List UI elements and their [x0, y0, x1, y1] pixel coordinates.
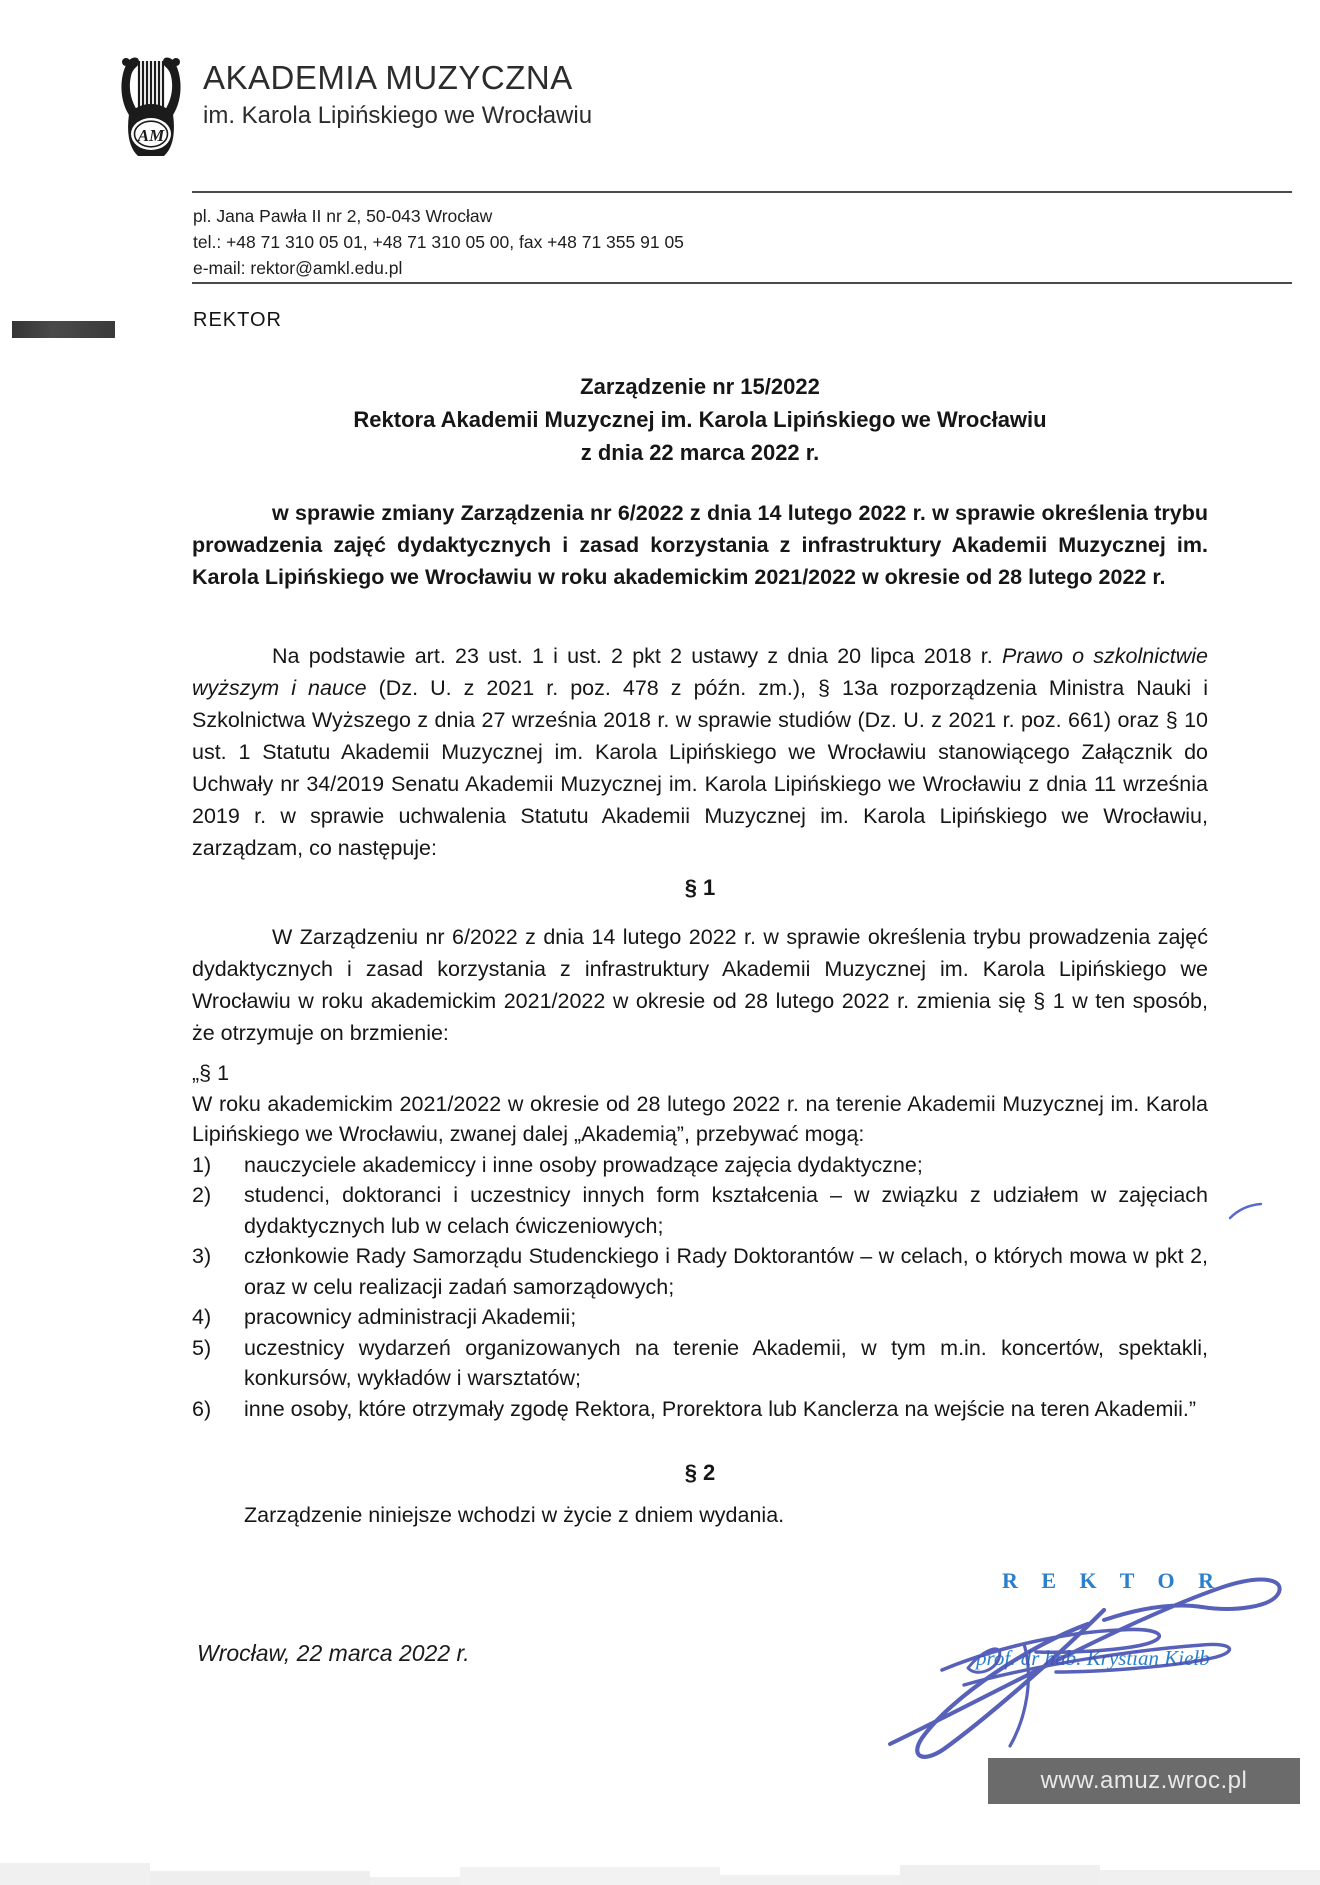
email-line: e-mail: rektor@amkl.edu.pl: [193, 258, 403, 278]
list-item-text: pracownicy administracji Akademii;: [244, 1305, 577, 1329]
list-item-text: inne osoby, które otrzymały zgodę Rektora, Prorektora lub Kanclerza na wejście na teren Akademii.”: [244, 1396, 1197, 1421]
quoted-intro: W roku akademickim 2021/2022 w okresie od 28 lutego 2022 r. na terenie Akademii Muzycznej im. Karola Lipińskiego we Wrocławiu, zwanej dalej „Akademią”, przebywać mogą:: [192, 1091, 1208, 1146]
section-2-paragraph: Zarządzenie niniejsze wchodzi w życie z dniem wydania.: [244, 1503, 785, 1527]
signature-title: R E K T O R: [1002, 1568, 1224, 1593]
org-name: AKADEMIA MUZYCZNA: [203, 59, 573, 96]
redaction-bar: [12, 321, 115, 338]
handwritten-signature: [872, 1548, 1292, 1763]
contact-block: [193, 203, 684, 281]
legal-basis-paragraph: [192, 640, 1208, 864]
scan-artifact: [370, 1877, 460, 1885]
list-item-text: nauczyciele akademiccy i inne osoby prowadzące zajęcia dydaktyczne;: [244, 1152, 923, 1177]
signature-name: prof. dr hab. Krystian Kiełb: [976, 1646, 1210, 1670]
website-url: www.amuz.wroc.pl: [1040, 1767, 1248, 1794]
subject-paragraph: w sprawie zmiany Zarządzenia nr 6/2022 z dnia 14 lutego 2022 r. w sprawie określenia trybu prowadzenia zajęć dydaktycznych i zasad korzystania z infrastruktury Akademii Muzycznej im. Karola Lipińskiego we Wrocławiu w roku akademickim 2021/2022 w okresie od 28 lutego 2022 r.: [192, 501, 1208, 589]
letterhead-brand: [203, 58, 592, 132]
list-item-number: 1): [192, 1152, 212, 1177]
org-subtitle: im. Karola Lipińskiego we Wrocławiu: [203, 102, 593, 129]
scan-artifact: [1100, 1870, 1320, 1885]
office-label: REKTOR: [193, 309, 282, 331]
quoted-heading: „§ 1: [192, 1061, 230, 1085]
scan-artifact: [720, 1875, 900, 1885]
list-item: [192, 1333, 1208, 1394]
list-item-number: 6): [192, 1396, 212, 1421]
list-item-number: 3): [192, 1244, 212, 1268]
section-1-heading: § 1: [684, 875, 716, 900]
scan-artifact: [460, 1867, 720, 1885]
ordinance-title: [192, 370, 1208, 469]
list-item-text: uczestnicy wydarzeń organizowanych na terenie Akademii, w tym m.in. koncertów, spektakli, konkursów, wykładów i warsztatów;: [244, 1335, 1208, 1390]
list-item-number: 2): [192, 1183, 212, 1207]
list-item: [192, 1394, 1208, 1425]
website-banner: [988, 1758, 1300, 1804]
list-item-text: członkowie Rady Samorządu Studenckiego i Rady Doktorantów – w celach, o których mowa w pkt 2, oraz w celu realizacji zadań samorządowych;: [244, 1244, 1208, 1299]
legal-basis-act-title: Prawo o szkolnictwie wyższym i nauce: [192, 644, 1209, 700]
legal-basis-part2: (Dz. U. z 2021 r. poz. 478 z późn. zm.), § 13a rozporządzenia Ministra Nauki i Szkolnictwa Wyższego z dnia 27 września 2018 r. w sprawie studiów (Dz. U. z 2021 r. poz. 661) oraz § 10 ust. 1 Statutu Akademii Muzycznej im. Karola Lipińskiego we Wrocławiu stanowiącego Załącznik do Uchwały nr 34/2019 Senatu Akademii Muzycznej im. Karola Lipińskiego we Wrocławiu z dnia 11 września 2019 r. w sprawie uchwalenia Statutu Akademii Muzycznej im. Karola Lipińskiego we Wrocławiu, zarządzam, co następuje:: [192, 676, 1208, 860]
list-item: [192, 1150, 1208, 1181]
legal-basis-part1: Na podstawie art. 23 ust. 1 i ust. 2 pkt 2 ustawy z dnia 20 lipca 2018 r.: [272, 644, 1002, 668]
list-item-number: 5): [192, 1335, 212, 1360]
lyre-logo-icon: [116, 52, 186, 164]
section-1-paragraph: W Zarządzeniu nr 6/2022 z dnia 14 lutego 2022 r. w sprawie określenia trybu prowadzenia zajęć dydaktycznych i zasad korzystania z infrastruktury Akademii Muzycznej im. Karola Lipińskiego we Wrocławiu w roku akademickim 2021/2022 w okresie od 28 lutego 2022 r. zmienia się § 1 w ten sposób, że otrzymuje on brzmienie:: [192, 925, 1208, 1045]
address-line: pl. Jana Pawła II nr 2, 50-043 Wrocław: [193, 206, 493, 226]
pen-mark: [1228, 1202, 1264, 1222]
scan-artifact: [900, 1865, 1100, 1885]
list-item: [192, 1302, 1208, 1333]
list-item-number: 4): [192, 1305, 212, 1329]
section-2-heading: § 2: [684, 1460, 716, 1485]
title-line-3: z dnia 22 marca 2022 r.: [580, 440, 820, 465]
letterhead-divider-top: [192, 191, 1292, 193]
phone-line: tel.: +48 71 310 05 01, +48 71 310 05 00, fax +48 71 355 91 05: [193, 232, 684, 252]
place-date: Wrocław, 22 marca 2022 r.: [197, 1640, 470, 1666]
list-item: [192, 1180, 1208, 1241]
logo-monogram: AM: [137, 126, 165, 145]
letterhead-divider-bottom: [192, 282, 1292, 284]
title-line-1: Zarządzenie nr 15/2022: [580, 374, 820, 399]
list-item-text: studenci, doktoranci i uczestnicy innych form kształcenia – w związku z udziałem w zajęciach dydaktycznych lub w celach ćwiczeniowych;: [244, 1183, 1208, 1238]
scan-artifact: [0, 1863, 150, 1885]
quoted-provision: [192, 1058, 1208, 1424]
title-line-2: Rektora Akademii Muzycznej im. Karola Lipińskiego we Wrocławiu: [353, 407, 1047, 432]
list-item: [192, 1241, 1208, 1302]
scan-artifact: [150, 1871, 370, 1885]
